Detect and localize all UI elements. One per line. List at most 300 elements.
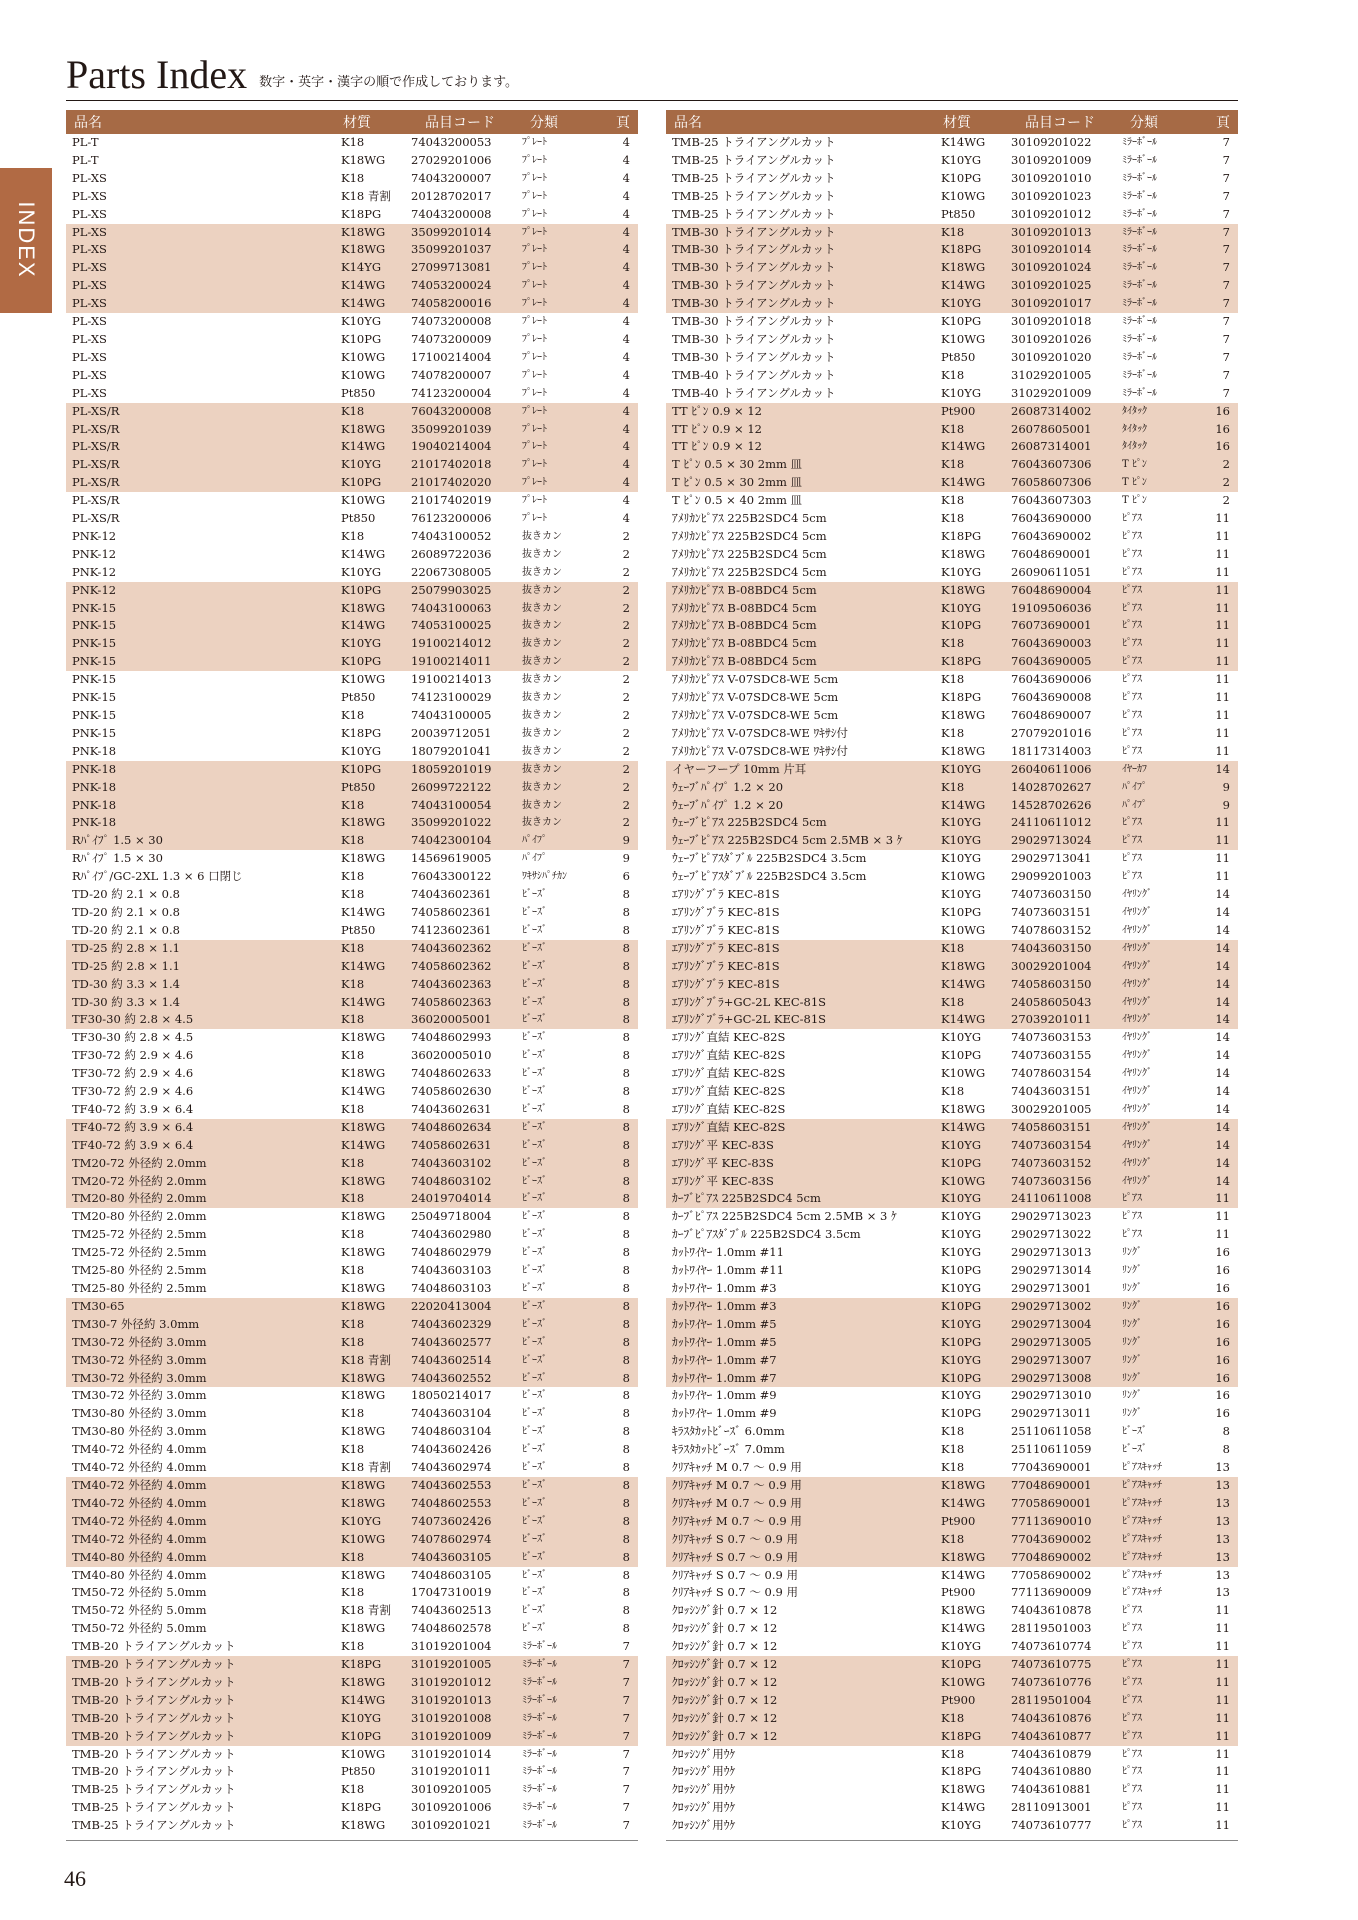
cell-code: 29099201003 — [1011, 869, 1092, 884]
cell-category: ﾐﾗｰﾎﾞｰﾙ — [520, 1674, 600, 1692]
cell-category: 抜きカン — [522, 727, 562, 739]
cell-code: 74048602993 — [411, 1030, 492, 1045]
cell-page: 2 — [600, 814, 638, 832]
cell-code: 77058690001 — [1009, 1495, 1120, 1513]
cell-code: 29029713007 — [1009, 1352, 1120, 1370]
cell-page: 11 — [1215, 1621, 1230, 1636]
cell-name: TMB-20 トライアングルカット — [72, 1746, 236, 1761]
cell-material: K18 青割 — [341, 1603, 391, 1618]
table-row — [666, 1656, 1238, 1674]
cell-name: PL-XS — [66, 277, 339, 295]
cell-name: TMB-25 トライアングルカット — [72, 1818, 236, 1833]
cell-name: ｴｱﾘﾝｸﾞﾌﾞﾗ KEC-81S — [672, 922, 780, 937]
cell-name: TM25-72 外径約 2.5mm — [72, 1227, 207, 1242]
table-row — [666, 474, 1238, 492]
table-row — [66, 1763, 638, 1781]
cell-material: K18 — [339, 797, 409, 815]
cell-name: PNK-12 — [72, 546, 117, 561]
cell-code: 74043602329 — [409, 1316, 520, 1334]
cell-name: TD-30 約 3.3 × 1.4 — [66, 994, 339, 1012]
cell-category: ﾋﾟｱｽ — [1122, 513, 1142, 525]
table-row — [666, 1710, 1238, 1728]
table-row — [66, 295, 638, 313]
cell-page: 8 — [622, 887, 630, 902]
cell-material: K18 — [941, 1424, 965, 1439]
table-row — [666, 170, 1238, 188]
cell-category: ﾐﾗｰﾎﾞｰﾙ — [1122, 137, 1157, 148]
table-row — [666, 421, 1238, 439]
cell-material: K10YG — [941, 1245, 982, 1260]
table-row — [66, 850, 638, 868]
cell-code: 74078603152 — [1011, 922, 1092, 937]
cell-material: K18WG — [341, 152, 386, 167]
cell-material: K18WG — [939, 958, 1009, 976]
table-row — [66, 1513, 638, 1531]
cell-code: 30029201004 — [1009, 958, 1120, 976]
cell-page: 4 — [622, 331, 630, 346]
cell-name: ｸﾛｯｼﾝｸﾞ針 0.7 × 12 — [666, 1692, 939, 1710]
cell-page: 14 — [1200, 1155, 1238, 1173]
cell-name: ｴｱﾘﾝｸﾞﾌﾞﾗ KEC-81S — [666, 976, 939, 994]
cell-material: Pt900 — [939, 403, 1009, 421]
table-row — [66, 1710, 638, 1728]
cell-material: K10YG — [941, 1639, 982, 1654]
cell-material: K10PG — [941, 1406, 982, 1421]
cell-name: TMB-30 トライアングルカット — [666, 224, 939, 242]
cell-page: 11 — [1215, 708, 1230, 722]
cell-material: K18 — [941, 672, 965, 687]
cell-page: 8 — [622, 1424, 630, 1439]
cell-material: Pt850 — [341, 1764, 376, 1779]
cell-category: ｲﾔﾘﾝｸﾞ — [1120, 1011, 1200, 1029]
table-row — [666, 850, 1238, 868]
cell-page: 8 — [600, 1155, 638, 1173]
table-row — [66, 456, 638, 474]
table-row — [66, 1065, 638, 1083]
cell-category: ﾋﾞｰｽﾞ — [522, 1587, 547, 1599]
cell-category: ﾐﾗｰﾎﾞｰﾙ — [1122, 190, 1157, 202]
table-row — [66, 1155, 638, 1173]
cell-page: 11 — [1215, 1603, 1230, 1618]
cell-code: 31019201014 — [411, 1746, 492, 1761]
table-row — [66, 403, 638, 421]
cell-category: ﾋﾞｰｽﾞ — [520, 1298, 600, 1316]
cell-code: 74043603151 — [1011, 1084, 1092, 1099]
table-row — [66, 474, 638, 492]
table-row — [66, 1674, 638, 1692]
cell-material: K18WG — [339, 421, 409, 439]
cell-category: ﾊﾟｲﾌﾟ — [520, 832, 600, 850]
cell-category: ﾐﾗｰﾎﾞｰﾙ — [522, 1820, 557, 1832]
cell-material: K18 青割 — [339, 1352, 409, 1370]
cell-category: ﾐﾗｰﾎﾞｰﾙ — [1122, 351, 1157, 363]
cell-category: ﾋﾟｱｽ — [1120, 1656, 1200, 1674]
cell-page: 11 — [1215, 546, 1230, 561]
cell-code: 74048602979 — [411, 1245, 492, 1260]
cell-name: TM40-72 外径約 4.0mm — [72, 1460, 207, 1475]
cell-page: 7 — [1200, 241, 1238, 259]
cell-material: K18WG — [341, 1621, 386, 1636]
cell-category: ｲﾔﾘﾝｸﾞ — [1122, 1068, 1152, 1080]
cell-name: TM40-72 外径約 4.0mm — [66, 1495, 339, 1513]
cell-page: 7 — [1222, 385, 1230, 400]
cell-code: 77048690001 — [1009, 1477, 1120, 1495]
cell-category: ﾐﾗｰﾎﾞｰﾙ — [1122, 172, 1157, 184]
cell-name: ｸﾘｱｷｬｯﾁ M 0.7 ～ 0.9 用 — [666, 1477, 939, 1495]
cell-name: TF30-72 約 2.9 × 4.6 — [72, 1048, 194, 1063]
cell-material: K10YG — [939, 295, 1009, 313]
cell-category: T ﾋﾟﾝ — [1122, 495, 1147, 507]
table-row — [66, 832, 638, 850]
cell-code: 31019201011 — [411, 1764, 492, 1779]
cell-material: K18WG — [341, 1818, 386, 1833]
cell-page: 11 — [1215, 851, 1230, 866]
cell-category: ﾋﾟｱｽｷｬｯﾁ — [1120, 1531, 1200, 1549]
cell-material: K18 — [939, 1710, 1009, 1728]
cell-material: K14WG — [941, 1621, 986, 1636]
cell-name: PL-XS — [72, 331, 107, 346]
cell-name: TMB-20 トライアングルカット — [72, 1764, 236, 1779]
cell-category: ﾋﾞｰｽﾞ — [520, 1011, 600, 1029]
cell-category: ｲﾔﾘﾝｸﾞ — [1120, 976, 1200, 994]
cell-page: 7 — [1222, 367, 1230, 382]
cell-page: 8 — [600, 1316, 638, 1334]
cell-name: ｴｱﾘﾝｸﾞ平 KEC-83S — [666, 1137, 939, 1155]
cell-page: 8 — [622, 1101, 630, 1116]
cell-name: PL-XS — [66, 224, 339, 242]
cell-name: PL-XS — [72, 385, 107, 400]
cell-name: T ﾋﾟﾝ 0.5 × 40 2mm 皿 — [672, 493, 803, 508]
page-subtitle: 数字・英字・漢字の順で作成しております。 — [259, 75, 519, 90]
cell-code: 31019201008 — [409, 1710, 520, 1728]
cell-name: ｳｪｰﾌﾞﾋﾟｱｽ 225B2SDC4 5cm 2.5MB × 3 ｹ — [666, 832, 939, 850]
cell-category: ｲﾔﾘﾝｸﾞ — [1120, 994, 1200, 1012]
cell-material: K14WG — [339, 295, 409, 313]
cell-category: 抜きカン — [522, 548, 562, 560]
cell-code: 74073602426 — [409, 1513, 520, 1531]
cell-category: ﾋﾟｱｽ — [1122, 1211, 1142, 1223]
cell-category: ﾐﾗｰﾎﾞｰﾙ — [1122, 316, 1157, 328]
cell-name: TM20-72 外径約 2.0mm — [66, 1155, 339, 1173]
cell-category: T ﾋﾟﾝ — [1120, 456, 1200, 474]
cell-name: TM50-72 外径約 5.0mm — [72, 1621, 207, 1636]
cell-page: 8 — [1222, 1424, 1230, 1439]
cell-material: K18WG — [941, 1101, 986, 1116]
cell-material: K18PG — [939, 241, 1009, 259]
cell-page: 4 — [600, 295, 638, 313]
cell-material: K14WG — [939, 1119, 1009, 1137]
cell-code: 74078602974 — [409, 1531, 520, 1549]
table-row — [666, 904, 1238, 922]
cell-page: 11 — [1200, 814, 1238, 832]
cell-category: ｲﾔｰｶﾌ — [1120, 761, 1200, 779]
cell-name: ｸﾛｯｼﾝｸﾞ用ｳｹ — [672, 1764, 736, 1779]
cell-code: 31019201013 — [409, 1692, 520, 1710]
table-row — [66, 1584, 638, 1602]
table-row — [66, 1334, 638, 1352]
cell-code: 29029713001 — [1011, 1281, 1092, 1295]
cell-material: K10YG — [341, 743, 382, 758]
cell-material: K10YG — [941, 1030, 982, 1045]
cell-material: K18 — [941, 725, 965, 740]
cell-page: 14 — [1215, 1048, 1230, 1063]
cell-category: ﾐﾗｰﾎﾞｰﾙ — [1122, 208, 1157, 220]
cell-code: 19100214013 — [411, 672, 492, 687]
cell-name: TMB-20 トライアングルカット — [66, 1656, 339, 1674]
cell-page: 8 — [1222, 1442, 1230, 1457]
cell-material: K10WG — [941, 188, 986, 203]
cell-material: K10WG — [341, 367, 386, 382]
cell-page: 14 — [1215, 904, 1230, 919]
cell-name: ｸﾛｯｼﾝｸﾞ針 0.7 × 12 — [666, 1710, 939, 1728]
cell-material: K18 — [341, 1442, 365, 1457]
left-index-column — [66, 110, 638, 1835]
cell-material: Pt900 — [939, 1692, 1009, 1710]
cell-code: 74043602553 — [409, 1477, 520, 1495]
cell-category: ﾀｲﾀｯｸ — [1120, 421, 1200, 439]
table-row — [666, 259, 1238, 277]
cell-name: ｶｯﾄﾜｲﾔｰ 1.0mm #9 — [672, 1406, 777, 1421]
cell-category: 抜きカン — [520, 582, 600, 600]
cell-material: K14WG — [939, 1495, 1009, 1513]
cell-page: 4 — [600, 474, 638, 492]
cell-code: 14028702627 — [1009, 779, 1120, 797]
cell-page: 14 — [1215, 1084, 1230, 1099]
cell-category: ﾘﾝｸﾞ — [1120, 1352, 1200, 1370]
cell-material: K18WG — [939, 259, 1009, 277]
cell-name: ｷﾗｽﾀｶｯﾄﾋﾞｰｽﾞ 6.0mm — [672, 1424, 785, 1439]
cell-code: 26099722122 — [409, 779, 520, 797]
cell-page: 16 — [1200, 1316, 1238, 1334]
cell-code: 76043607306 — [1009, 456, 1120, 474]
table-row — [666, 1763, 1238, 1781]
cell-category: ﾊﾟｲﾌﾟ — [522, 853, 547, 865]
table-row — [666, 134, 1238, 152]
cell-material: K18WG — [339, 241, 409, 259]
cell-material: K18 — [941, 511, 965, 526]
cell-code: 26090611051 — [1011, 564, 1092, 579]
cell-code: 74073603155 — [1011, 1048, 1092, 1063]
table-row — [66, 797, 638, 815]
cell-category: ﾋﾟｱｽｷｬｯﾁ — [1122, 1462, 1162, 1474]
cell-code: 74078603154 — [1011, 1066, 1092, 1081]
cell-code: 30109201014 — [1009, 241, 1120, 259]
cell-code: 36020005010 — [411, 1048, 492, 1063]
cell-category: 抜きカン — [520, 600, 600, 618]
cell-code: 76058607306 — [1009, 474, 1120, 492]
cell-name: PL-XS — [72, 188, 107, 203]
table-row — [66, 546, 638, 564]
cell-category: ﾋﾟｱｽ — [1120, 653, 1200, 671]
table-row — [66, 1262, 638, 1280]
cell-code: 74058602630 — [411, 1084, 492, 1099]
cell-code: 74043610878 — [1011, 1603, 1092, 1618]
cell-page: 8 — [622, 1585, 630, 1600]
cell-category: ﾋﾞｰｽﾞ — [522, 1283, 547, 1294]
cell-code: 74043100054 — [409, 797, 520, 815]
cell-name: TMB-30 トライアングルカット — [666, 277, 939, 295]
cell-name: ｶｰﾌﾞﾋﾟｱｽ 225B2SDC4 5cm — [666, 1190, 939, 1208]
cell-category: ﾐﾗｰﾎﾞｰﾙ — [1120, 277, 1200, 295]
cell-code: 30109201017 — [1009, 295, 1120, 313]
cell-code: 74048602578 — [411, 1621, 492, 1636]
table-row — [666, 385, 1238, 403]
table-row — [66, 277, 638, 295]
cell-page: 4 — [622, 188, 630, 203]
table-row — [666, 779, 1238, 797]
cell-material: K18WG — [339, 224, 409, 242]
cell-name: ｸﾛｯｼﾝｸﾞ針 0.7 × 12 — [672, 1639, 778, 1654]
cell-code: 35099201022 — [409, 814, 520, 832]
cell-category: 抜きカン — [520, 635, 600, 653]
cell-category: ﾌﾟﾚｰﾄ — [520, 241, 600, 259]
cell-category: ﾘﾝｸﾞ — [1120, 1298, 1200, 1316]
cell-name: ｳｪｰﾌﾞﾋﾟｱｽﾀﾞﾌﾞﾙ 225B2SDC4 3.5cm — [672, 851, 867, 866]
cell-material: K10PG — [941, 1048, 982, 1063]
cell-category: ﾋﾟｱｽ — [1122, 548, 1142, 560]
cell-page: 7 — [1200, 224, 1238, 242]
cell-material: K10YG — [941, 1227, 982, 1242]
cell-code: 74048602553 — [409, 1495, 520, 1513]
left-bottom-rule — [66, 1840, 638, 1841]
cell-page: 9 — [1200, 779, 1238, 797]
table-row — [66, 188, 638, 206]
cell-category: ﾋﾟｱｽｷｬｯﾁ — [1120, 1477, 1200, 1495]
cell-name: ｴｱﾘﾝｸﾞ平 KEC-83S — [666, 1173, 939, 1191]
cell-code: 77113690010 — [1009, 1513, 1120, 1531]
cell-code: 27039201011 — [1009, 1011, 1120, 1029]
table-row — [666, 1799, 1238, 1817]
cell-name: ｸﾛｯｼﾝｸﾞ用ｳｹ — [672, 1800, 736, 1815]
cell-page: 11 — [1200, 635, 1238, 653]
cell-name: TMB-25 トライアングルカット — [672, 170, 836, 185]
cell-page: 16 — [1215, 1263, 1230, 1278]
cell-name: TMB-40 トライアングルカット — [672, 385, 836, 400]
cell-material: K10PG — [339, 1728, 409, 1746]
cell-category: ﾋﾟｱｽｷｬｯﾁ — [1122, 1569, 1162, 1581]
cell-name: PL-XS — [72, 170, 107, 185]
table-row — [666, 1137, 1238, 1155]
table-row — [66, 617, 638, 635]
cell-material: K10PG — [939, 1656, 1009, 1674]
table-row — [66, 1011, 638, 1029]
cell-code: 76043690000 — [1011, 511, 1092, 526]
table-row — [666, 1549, 1238, 1567]
table-row — [66, 1781, 638, 1799]
cell-name: TT ﾋﾟﾝ 0.9 × 12 — [666, 421, 939, 439]
cell-name: PNK-15 — [66, 635, 339, 653]
cell-name: ｶｯﾄﾜｲﾔｰ 1.0mm #5 — [666, 1316, 939, 1334]
cell-name: PNK-15 — [72, 708, 117, 722]
cell-material: K14WG — [339, 1692, 409, 1710]
table-row — [666, 582, 1238, 600]
cell-code: 26078605001 — [1009, 421, 1120, 439]
cell-category: ﾐﾗｰﾎﾞｰﾙ — [1120, 224, 1200, 242]
cell-material: K10YG — [941, 1818, 982, 1833]
right-parts-table — [666, 110, 1238, 1835]
cell-page: 4 — [622, 135, 630, 149]
cell-category: ﾋﾟｱｽ — [1120, 1190, 1200, 1208]
cell-page: 8 — [622, 1066, 630, 1081]
cell-page: 7 — [622, 1639, 630, 1654]
cell-material: K18WG — [941, 1603, 986, 1618]
header-category: 分類 — [1120, 110, 1200, 134]
table-row — [66, 1370, 638, 1388]
header-name: 品名 — [66, 110, 339, 134]
cell-code: 74043602577 — [409, 1334, 520, 1352]
table-row — [66, 1495, 638, 1513]
cell-category: ﾋﾞｰｽﾞ — [522, 1050, 547, 1062]
index-tab-label: INDEX — [14, 201, 39, 279]
cell-material: K14WG — [341, 546, 386, 561]
cell-code: 24110611008 — [1009, 1190, 1120, 1208]
cell-material: K10YG — [339, 456, 409, 474]
cell-material: K18 — [341, 1263, 365, 1278]
table-row — [666, 868, 1238, 886]
cell-code: 76073690001 — [1009, 617, 1120, 635]
table-row — [666, 1441, 1238, 1459]
cell-material: K18WG — [341, 1066, 386, 1081]
table-row — [66, 1137, 638, 1155]
cell-name: ｸﾘｱｷｬｯﾁ M 0.7 ～ 0.9 用 — [672, 1460, 802, 1475]
cell-material: K18 — [939, 994, 1009, 1012]
cell-material: K14WG — [339, 958, 409, 976]
cell-category: ﾋﾟｱｽ — [1120, 600, 1200, 618]
cell-material: K10YG — [939, 1352, 1009, 1370]
cell-code: 74073603151 — [1011, 904, 1092, 919]
cell-name: ｱﾒﾘｶﾝﾋﾟｱｽ B-08BDC4 5cm — [666, 582, 939, 600]
cell-code: 36020005001 — [409, 1011, 520, 1029]
cell-code: 30109201022 — [1011, 135, 1092, 149]
cell-category: ｲﾔﾘﾝｸﾞ — [1120, 1173, 1200, 1191]
cell-name: ｸﾘｱｷｬｯﾁ S 0.7 ～ 0.9 用 — [666, 1531, 939, 1549]
cell-code: 20039712051 — [411, 725, 492, 740]
cell-material: K10YG — [941, 851, 982, 866]
cell-category: 抜きカン — [522, 674, 562, 686]
cell-name: ｴｱﾘﾝｸﾞ直結 KEC-82S — [672, 1030, 786, 1045]
cell-name: ｱﾒﾘｶﾝﾋﾟｱｽ B-08BDC4 5cm — [666, 617, 939, 635]
cell-name: ｷﾗｽﾀｶｯﾄﾋﾞｰｽﾞ 7.0mm — [672, 1442, 785, 1457]
table-row — [66, 1405, 638, 1423]
table-row — [66, 779, 638, 797]
cell-page: 11 — [1215, 1782, 1230, 1797]
cell-code: 18079201041 — [411, 743, 492, 758]
page-title: Parts Index — [66, 52, 248, 97]
cell-page: 11 — [1200, 1692, 1238, 1710]
cell-category: ﾋﾞｰｽﾞ — [520, 1370, 600, 1388]
cell-category: ﾌﾟﾚｰﾄ — [522, 154, 547, 166]
cell-material: K18PG — [941, 690, 982, 705]
cell-name: TF40-72 約 3.9 × 6.4 — [72, 1101, 194, 1116]
cell-material: K10PG — [339, 474, 409, 492]
cell-page: 16 — [1215, 1406, 1230, 1421]
cell-category: ﾋﾟｱｽ — [1122, 853, 1142, 865]
cell-material: K10WG — [341, 672, 386, 687]
table-row — [66, 1728, 638, 1746]
cell-page: 4 — [622, 367, 630, 382]
cell-page: 11 — [1200, 1728, 1238, 1746]
cell-page: 11 — [1200, 1674, 1238, 1692]
cell-name: PL-XS — [66, 295, 339, 313]
cell-material: K18 — [941, 367, 965, 382]
cell-page: 8 — [622, 1281, 630, 1295]
cell-category: ﾋﾞｰｽﾞ — [520, 1316, 600, 1334]
cell-category: ﾋﾞｰｽﾞ — [522, 924, 547, 936]
cell-name: ｴｱﾘﾝｸﾞ直結 KEC-82S — [672, 1084, 786, 1099]
cell-name: ｸﾛｯｼﾝｸﾞ針 0.7 × 12 — [672, 1603, 778, 1618]
table-row — [66, 1280, 638, 1298]
cell-category: ﾋﾟｱｽ — [1120, 635, 1200, 653]
